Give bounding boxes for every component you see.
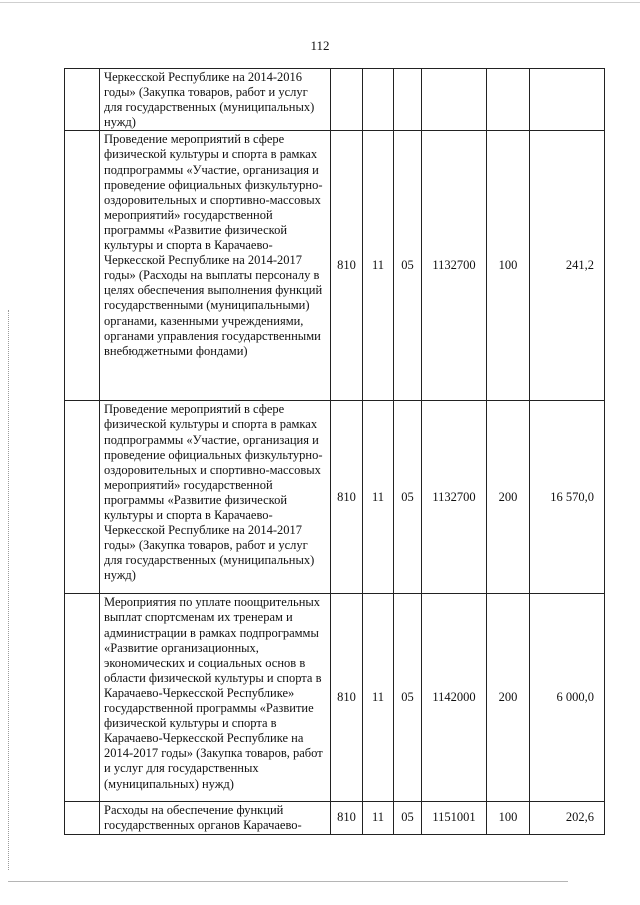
target-article-cell: 1151001 <box>422 802 487 834</box>
expense-type-cell: 100 <box>487 131 530 401</box>
budget-table <box>64 68 605 835</box>
scan-bottom-edge <box>8 881 568 882</box>
table-row <box>65 131 605 401</box>
page-number: 112 <box>310 38 330 53</box>
table-row <box>65 401 605 594</box>
target-article-cell: 1132700 <box>422 401 487 594</box>
ministry-code-cell: 810 <box>331 131 363 401</box>
scan-top-edge <box>0 2 640 3</box>
target-article-cell: 1142000 <box>422 594 487 802</box>
row-index-cell <box>65 802 100 834</box>
target-article-cell <box>422 69 487 131</box>
row-index-cell <box>65 594 100 802</box>
subsection-code-cell <box>394 69 422 131</box>
section-code-cell: 11 <box>363 131 394 401</box>
amount-cell <box>530 69 605 131</box>
subsection-code-cell: 05 <box>394 594 422 802</box>
subsection-code-cell: 05 <box>394 802 422 834</box>
table-row <box>65 594 605 802</box>
table-row <box>65 69 605 131</box>
description-cell: Расходы на обеспечение функций государственных органов Карачаево- <box>100 802 331 834</box>
amount-cell: 16 570,0 <box>530 401 605 594</box>
description-cell: Мероприятия по уплате поощрительных выплат спортсменам их тренерам и администрации в рамках подпрограммы «Развитие организационных, экономических и социальных основ в области физической культуры и спорта в Карачаево-Черкесской Республике» государственной программы «Развитие физической культуры и спорта в Карачаево-Черкесской Республике на 2014-2017 годы» (Закупка товаров, работ и услуг для государственных (муниципальных) нужд) <box>100 594 331 802</box>
ministry-code-cell: 810 <box>331 594 363 802</box>
amount-cell: 6 000,0 <box>530 594 605 802</box>
expense-type-cell: 100 <box>487 802 530 834</box>
expense-type-cell: 200 <box>487 594 530 802</box>
expense-type-cell: 200 <box>487 401 530 594</box>
amount-cell: 241,2 <box>530 131 605 401</box>
amount-cell: 202,6 <box>530 802 605 834</box>
row-index-cell <box>65 131 100 401</box>
section-code-cell: 11 <box>363 594 394 802</box>
section-code-cell <box>363 69 394 131</box>
section-code-cell: 11 <box>363 802 394 834</box>
description-cell: Проведение мероприятий в сфере физической культуры и спорта в рамках подпрограммы «Участие, организация и проведение официальных физкультурно-оздоровительных и спортивно-массовых мероприятий» государственной программы «Развитие физической культуры и спорта в Карачаево-Черкесской Республике на 2014-2017 годы» (Закупка товаров, работ и услуг для государственных (муниципальных) нужд) <box>100 401 331 594</box>
subsection-code-cell: 05 <box>394 131 422 401</box>
ministry-code-cell: 810 <box>331 401 363 594</box>
ministry-code-cell: 810 <box>331 802 363 834</box>
scan-left-edge <box>8 310 9 870</box>
table-row <box>65 802 605 834</box>
description-cell: Черкесской Республике на 2014-2016 годы» (Закупка товаров, работ и услуг для государственных (муниципальных) нужд) <box>100 69 331 131</box>
row-index-cell <box>65 69 100 131</box>
subsection-code-cell: 05 <box>394 401 422 594</box>
expense-type-cell <box>487 69 530 131</box>
target-article-cell: 1132700 <box>422 131 487 401</box>
description-cell: Проведение мероприятий в сфере физической культуры и спорта в рамках подпрограммы «Участие, организация и проведение официальных физкультурно-оздоровительных и спортивно-массовых мероприятий» государственной программы «Развитие физической культуры и спорта в Карачаево-Черкесской Республике на 2014-2017 годы» (Расходы на выплаты персоналу в целях обеспечения выполнения функций государственными (муниципальными) органами, казенными учреждениями, органами управления государственными внебюджетными фондами) <box>100 131 331 401</box>
row-index-cell <box>65 401 100 594</box>
ministry-code-cell <box>331 69 363 131</box>
section-code-cell: 11 <box>363 401 394 594</box>
